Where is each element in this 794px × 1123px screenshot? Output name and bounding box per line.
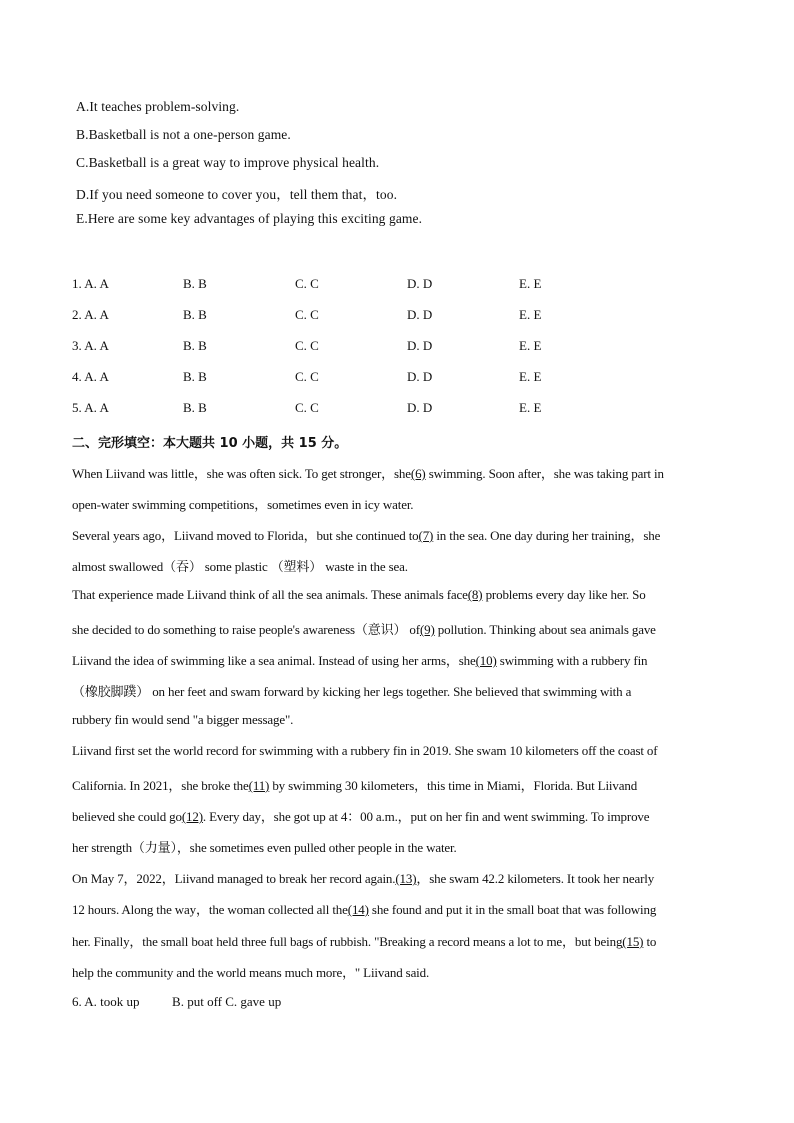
passage-line: California. In 2021，she broke the(11) by swimming 30 kilometers，this time in Miami，Florida. But Liivand [72,778,638,793]
blank-13: (13) [395,871,417,886]
blank-10: (10) [475,653,497,668]
choice: C. C [295,338,319,353]
blank-14: (14) [347,902,369,917]
choice: D. D [407,338,433,353]
blank-6: (6) [410,466,426,481]
answer-row [72,400,632,418]
choice: E. E [519,307,542,322]
choice: 5. A. A [72,400,109,415]
passage-line: Several years ago，Liivand moved to Florida，but she continued to(7) in the sea. One day during her training，she [72,528,661,543]
passage-line: （橡胶脚蹼） on her feet and swam forward by kicking her legs together. She believed that swimming with a [72,684,632,699]
choice: C. C [295,400,319,415]
passage-line: 12 hours. Along the way，the woman collected all the(14) she found and put it in the small boat that was following [72,902,657,917]
blank-15: (15) [622,934,644,949]
passage-line: On May 7，2022，Liivand managed to break her record again.(13)，she swam 42.2 kilometers. It took her nearly [72,871,655,886]
question-6-options: 6. A. took up B. put off C. gave up [72,994,282,1009]
passage-line: When Liivand was little，she was often sick. To get stronger，she(6) swimming. Soon after，she was taking part in [72,466,664,481]
answer-row [72,307,632,325]
choice: C. C [295,369,319,384]
option-d: D.If you need someone to cover you，tell them that，too. [76,187,398,202]
passage-line: help the community and the world means much more，" Liivand said. [72,965,430,980]
passage-line: open-water swimming competitions，sometimes even in icy water. [72,497,414,512]
passage-line: rubbery fin would send "a bigger message". [72,712,294,727]
choice: B. B [183,338,207,353]
option-a: A.It teaches problem-solving. [76,99,240,114]
choice: C. C [295,276,319,291]
blank-8: (8) [467,587,483,602]
answer-row [72,369,632,387]
passage-line: almost swallowed（吞） some plastic （塑料） waste in the sea. [72,559,408,574]
option-c: C.Basketball is a great way to improve physical health. [76,155,380,170]
choice: 4. A. A [72,369,109,384]
choice: B. B [183,369,207,384]
passage-line: Liivand the idea of swimming like a sea animal. Instead of using her arms，she(10) swimming with a rubbery fin [72,653,648,668]
choice: C. C [295,307,319,322]
choice: B. B [183,307,207,322]
choice: E. E [519,276,542,291]
passage-line: That experience made Liivand think of all the sea animals. These animals face(8) problems every day like her. So [72,587,646,602]
choice: 1. A. A [72,276,109,291]
choice: D. D [407,307,433,322]
blank-9: (9) [419,622,435,637]
blank-7: (7) [418,528,434,543]
choice: B. B [183,400,207,415]
choice: 3. A. A [72,338,109,353]
choice: E. E [519,369,542,384]
option-b: B.Basketball is not a one-person game. [76,127,291,142]
choice: 2. A. A [72,307,109,322]
choice: D. D [407,276,433,291]
answer-row [72,276,632,294]
blank-11: (11) [248,778,270,793]
passage-line: she decided to do something to raise people's awareness（意识） of(9) pollution. Thinking about sea animals gave [72,622,656,637]
choice: B. B [183,276,207,291]
blank-12: (12) [181,809,203,824]
answer-row [72,338,632,356]
choice: D. D [407,369,433,384]
choice: D. D [407,400,433,415]
choice: E. E [519,400,542,415]
section-heading: 二、完形填空：本大题共 10 小题，共 15 分。 [72,436,348,451]
passage-line: her. Finally，the small boat held three full bags of rubbish. "Breaking a record means a lot to me，but being(15) to [72,934,657,949]
option-e: E.Here are some key advantages of playing this exciting game. [76,211,423,226]
passage-line: her strength（力量），she sometimes even pulled other people in the water. [72,840,457,855]
passage-line: Liivand first set the world record for swimming with a rubbery fin in 2019. She swam 10 kilometers off the coast of [72,743,658,758]
choice: E. E [519,338,542,353]
passage-line: believed she could go(12). Every day，she got up at 4：00 a.m.，put on her fin and went swimming. To improve [72,809,650,824]
